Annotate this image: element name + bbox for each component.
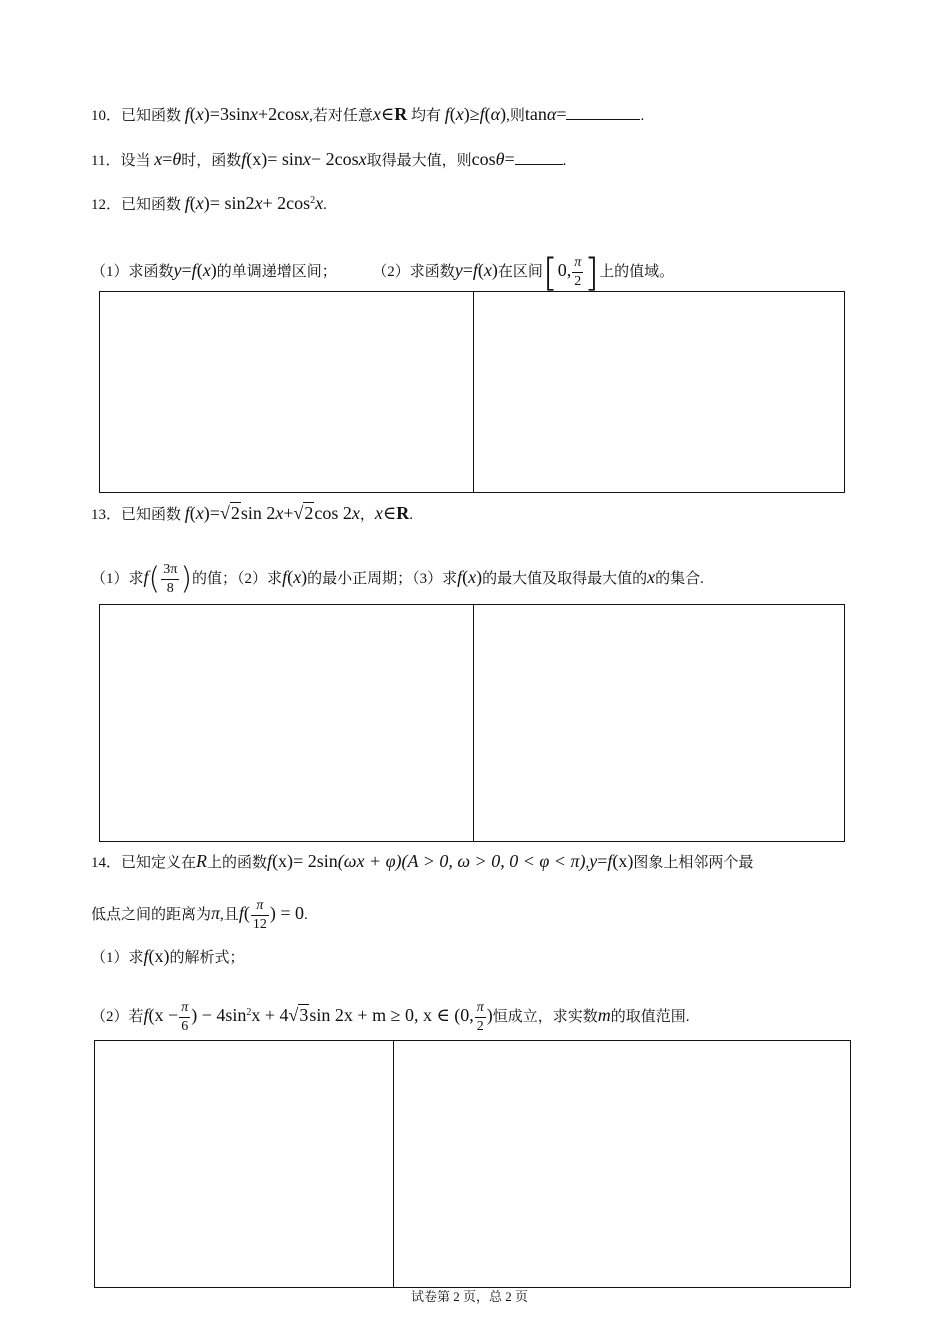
q12-bracket-close: ]: [584, 250, 600, 295]
q13-x6: x: [468, 567, 477, 587]
page-footer: 试卷第 2 页，总 2 页: [411, 1289, 529, 1304]
q14-line1: [91, 851, 753, 873]
q13-number: 13．: [91, 507, 122, 523]
q12-y2: y: [454, 260, 463, 280]
q12-paren-close: ): [203, 193, 210, 213]
q12-text: 已知函数: [121, 197, 182, 213]
q14-answer-divider: [393, 1040, 394, 1288]
q13-x2: x: [275, 503, 284, 523]
q14-pi2: π: [251, 899, 269, 916]
q10-R: R: [394, 104, 408, 124]
q12-y: y: [173, 260, 182, 280]
q13-paren-big: (: [148, 561, 161, 597]
q13-answer-divider: [473, 604, 474, 842]
q13-cos: cos 2: [314, 503, 352, 523]
q14-fx2: (x): [612, 851, 634, 871]
q13-subquestions: [91, 554, 704, 603]
q14-text: 已知定义在: [121, 855, 197, 871]
q14-den12: 12: [252, 917, 267, 933]
q14-sub1-text: 的解析式；: [169, 950, 245, 966]
q13-paren4-close: ): [476, 567, 483, 587]
q14-eq2: =: [597, 851, 608, 871]
q13-paren3: (: [287, 567, 294, 587]
q12-paren: (: [189, 193, 196, 213]
q13-eq: =: [209, 503, 220, 523]
q12-x4: x: [202, 260, 211, 280]
q12-square: 2: [310, 195, 316, 206]
q13-paren-big-close: ): [180, 561, 193, 597]
q13-f2: f: [143, 567, 149, 587]
q14-expr-a: (x −: [148, 1005, 179, 1025]
q14-line2-text2: ,且: [220, 907, 239, 923]
q13-plus: +: [283, 503, 294, 523]
q14-line2-end: .: [303, 907, 308, 923]
q14-expr-d: sin 2x + m ≥ 0, x ∈ (0,: [309, 1005, 474, 1025]
q13-x3: x: [351, 503, 360, 523]
q11-number: 11．: [91, 153, 121, 169]
q12-x2: x: [254, 193, 263, 213]
q11-x3: x: [358, 149, 367, 169]
q13-x5: x: [293, 567, 302, 587]
q10-x4: x: [372, 104, 381, 124]
q11-answer-blank[interactable]: [515, 150, 563, 165]
q12-x3: x: [315, 193, 324, 213]
q10-ge: ≥: [469, 104, 480, 124]
q14-expr-c: x + 4: [251, 1005, 289, 1025]
q12-f2: f: [191, 260, 197, 280]
q13-sub3-text2: 的集合.: [655, 571, 704, 587]
q13-paren4: (: [462, 567, 469, 587]
q13-text: 已知函数: [121, 507, 182, 523]
q12-two: 2: [574, 274, 582, 290]
q14-den6: 6: [181, 1019, 189, 1035]
q12-paren2-close: ): [210, 260, 217, 280]
q11-text: 设当: [120, 153, 151, 169]
q14-R: R: [196, 851, 208, 871]
q12-end: .: [323, 197, 327, 213]
q10-x: x: [195, 104, 204, 124]
q14-f2: f: [607, 851, 613, 871]
q14-radicand: 3: [299, 1005, 309, 1025]
q14-pi-over-12: [251, 899, 269, 932]
q12-expr: = sin2: [209, 193, 255, 213]
q14-paren: (: [243, 903, 250, 923]
q13-sub1: （1）求: [91, 571, 144, 587]
q14-fx: (x): [272, 851, 294, 871]
q13-sqrt2: √2: [219, 503, 240, 523]
q13-end: .: [409, 507, 413, 523]
q12-answer-box[interactable]: [99, 291, 845, 493]
q12-eq3: =: [181, 260, 192, 280]
q12-x5: x: [483, 260, 492, 280]
q14-f3: f: [238, 903, 244, 923]
q14-pi: π: [211, 903, 221, 923]
q10-answer-blank[interactable]: [566, 105, 640, 120]
q14-sub2-text2: 的取值范围.: [610, 1009, 690, 1025]
q11-line: [91, 149, 566, 171]
q10-alpha: α: [490, 104, 501, 124]
q13-x: x: [195, 503, 204, 523]
q12-pi: π: [572, 256, 583, 273]
q12-line: [91, 191, 327, 215]
q10-line: [91, 104, 644, 126]
q14-sqrt3: √3: [288, 1005, 309, 1025]
q14-expr-e: ): [486, 1005, 493, 1025]
q13-comma: ，: [359, 507, 375, 523]
q14-cond: (A > 0, ω > 0, 0 < φ < π): [401, 851, 586, 871]
q12-paren3: (: [477, 260, 484, 280]
q14-text3: 图象上相邻两个最: [633, 855, 754, 871]
q10-paren3-close: ): [500, 104, 507, 124]
q14-sub1: （1）求: [91, 950, 144, 966]
q14-line4: [91, 992, 690, 1038]
q14-den2: 2: [476, 1019, 484, 1035]
q11-end: .: [562, 153, 567, 169]
q11-cos: cos: [471, 149, 496, 169]
q14-arg: (ωx + φ): [337, 851, 402, 871]
q11-expr: = sin: [267, 149, 303, 169]
q12-bracket-open: [: [542, 250, 558, 295]
q12-paren2: (: [196, 260, 203, 280]
q11-eq2: =: [504, 149, 515, 169]
q14-answer-box[interactable]: [94, 1040, 851, 1288]
q13-radicand2: 2: [304, 503, 314, 523]
q14-sub2-text: 恒成立，求实数: [492, 1009, 598, 1025]
q13-R: R: [396, 503, 410, 523]
q12-number: 12．: [91, 197, 122, 213]
q14-line2-text: 低点之间的距离为: [91, 907, 212, 923]
q13-sub1-text: 的值；（2）求: [192, 571, 283, 587]
q11-text2: 时，函数: [181, 153, 242, 169]
q10-eq2: =: [556, 104, 567, 124]
q12-subquestions: [91, 248, 674, 295]
q11-f: f: [241, 149, 247, 169]
q12-expr2: + 2cos: [262, 193, 311, 213]
q13-in: ∈: [382, 503, 397, 523]
q10-text4: ,则: [506, 108, 525, 124]
q12-sub2-text2: 上的值域。: [599, 264, 675, 280]
q10-f3: f: [479, 104, 485, 124]
q14-text2: 上的函数: [207, 855, 268, 871]
q11-theta2: θ: [495, 149, 505, 169]
q13-sub3-text: 的最大值及取得最大值的: [482, 571, 648, 587]
q13-sub2-text: 的最小正周期；（3）求: [307, 571, 458, 587]
q13-denominator: 8: [166, 581, 174, 597]
q13-answer-box[interactable]: [99, 604, 845, 842]
q10-expr2: +2cos: [257, 104, 302, 124]
q12-sub2: （2）求函数: [372, 264, 455, 280]
q12-pi-over-2: [572, 256, 583, 289]
q13-radicand: 2: [230, 503, 240, 523]
q13-x7: x: [647, 567, 656, 587]
q14-sub2: （2）若: [91, 1009, 144, 1025]
q10-text3: 均有: [410, 108, 441, 124]
q13-sqrt2b: √2: [293, 503, 314, 523]
q13-paren3-close: ): [301, 567, 308, 587]
q11-x2: x: [302, 149, 311, 169]
q10-paren-close: ): [203, 104, 210, 124]
q10-f: f: [184, 104, 190, 124]
q11-expr2: − 2cos: [310, 149, 359, 169]
q14-m: m: [597, 1005, 611, 1025]
q11-eq: =: [162, 149, 173, 169]
q14-pi4: π: [475, 1001, 486, 1018]
q12-paren3-close: ): [491, 260, 498, 280]
q13-f: f: [184, 503, 190, 523]
q10-text: 已知函数: [121, 108, 182, 124]
q14-f5: f: [143, 1005, 149, 1025]
q13-f3: f: [282, 567, 288, 587]
q12-x: x: [195, 193, 204, 213]
q11-fx: (x): [246, 149, 268, 169]
q14-number: 14．: [91, 855, 122, 871]
q13-3pi-over-8: [161, 563, 179, 596]
q14-pi3: π: [179, 1001, 190, 1018]
q13-paren-close: ): [203, 503, 210, 523]
q10-tan: tan: [524, 104, 547, 124]
q14-pi-over-6: [179, 1001, 190, 1034]
q10-end: .: [640, 108, 645, 124]
q14-line2: [91, 893, 308, 935]
q11-theta: θ: [172, 149, 182, 169]
q13-line: [91, 503, 413, 525]
q14-eq: = 2sin: [293, 851, 338, 871]
q10-number: 10．: [91, 108, 122, 124]
q12-answer-divider: [473, 291, 474, 493]
q10-expr: =3sin: [209, 104, 250, 124]
q10-alpha2: α: [546, 104, 557, 124]
q12-sub2-text: 在区间: [497, 264, 543, 280]
q13-f4: f: [457, 567, 463, 587]
q10-f2: f: [444, 104, 450, 124]
q10-x3: x: [301, 104, 310, 124]
q11-x: x: [154, 149, 163, 169]
q10-paren2: (: [449, 104, 456, 124]
q13-numerator: 3π: [161, 563, 179, 580]
q14-pi-over-2: [475, 1001, 486, 1034]
q14-eq-zero: ) = 0: [269, 903, 304, 923]
q13-paren: (: [189, 503, 196, 523]
q12-f: f: [184, 193, 190, 213]
q12-f3: f: [472, 260, 478, 280]
q12-sub1: （1）求函数: [91, 264, 174, 280]
q10-paren2-close: ): [463, 104, 470, 124]
q13-x4: x: [374, 503, 383, 523]
q11-text3: 取得最大值，则: [366, 153, 472, 169]
q10-text2: ,若对任意: [309, 108, 373, 124]
q12-sub1-text: 的单调递增区间；: [216, 264, 337, 280]
q14-line3: [91, 946, 245, 968]
q13-sin: sin 2: [240, 503, 276, 523]
q10-x5: x: [455, 104, 464, 124]
q14-comma: ,: [585, 855, 590, 871]
q14-expr-b: ) − 4sin: [191, 1005, 247, 1025]
q14-fx4: (x): [148, 946, 170, 966]
q10-paren3: (: [484, 104, 491, 124]
q14-square: 2: [246, 1007, 252, 1018]
q10-paren: (: [189, 104, 196, 124]
q10-in: ∈: [380, 104, 395, 124]
q14-y: y: [589, 851, 598, 871]
q12-eq4: =: [462, 260, 473, 280]
q14-f4: f: [143, 946, 149, 966]
q14-f: f: [267, 851, 273, 871]
q12-zero: 0,: [557, 260, 572, 280]
q10-x2: x: [249, 104, 258, 124]
